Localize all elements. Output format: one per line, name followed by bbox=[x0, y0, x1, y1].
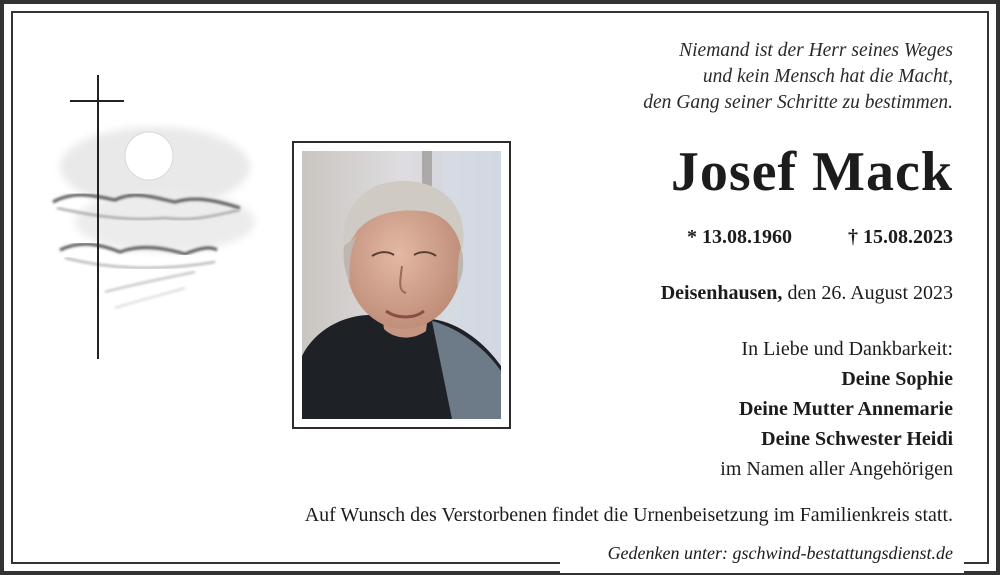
birth-date: * 13.08.1960 bbox=[687, 226, 792, 248]
mourner-name: Deine Mutter Annemarie bbox=[738, 398, 953, 420]
dateline-place: Deisenhausen, bbox=[660, 282, 783, 304]
quote-line: und kein Mensch hat die Macht, bbox=[702, 66, 953, 87]
dateline-date: den 26. August 2023 bbox=[787, 282, 953, 304]
portrait-photo bbox=[302, 151, 501, 419]
epitaph-quote bbox=[643, 38, 953, 116]
quote-line: Niemand ist der Herr seines Weges bbox=[679, 40, 953, 61]
quote-line: den Gang seiner Schritte zu bestimmen. bbox=[643, 92, 953, 113]
moon-landscape-illustration bbox=[45, 72, 260, 367]
mourners-outro: im Namen aller Angehörigen bbox=[720, 458, 953, 480]
death-date: † 15.08.2023 bbox=[848, 226, 953, 248]
mourners-intro: In Liebe und Dankbarkeit: bbox=[741, 338, 953, 360]
burial-note: Auf Wunsch des Verstorbenen findet die Urnenbeisetzung im Familienkreis statt. bbox=[304, 504, 953, 526]
dateline bbox=[661, 282, 953, 305]
portrait-frame bbox=[292, 141, 511, 429]
deceased-name: Josef Mack bbox=[670, 141, 953, 203]
mourner-name: Deine Schwester Heidi bbox=[761, 428, 953, 450]
memorial-website-link[interactable]: Gedenken unter: gschwind-bestattungsdienst.de bbox=[607, 543, 953, 563]
mourner-name: Deine Sophie bbox=[841, 368, 953, 390]
mourners-block bbox=[720, 334, 953, 484]
life-dates bbox=[687, 226, 953, 249]
